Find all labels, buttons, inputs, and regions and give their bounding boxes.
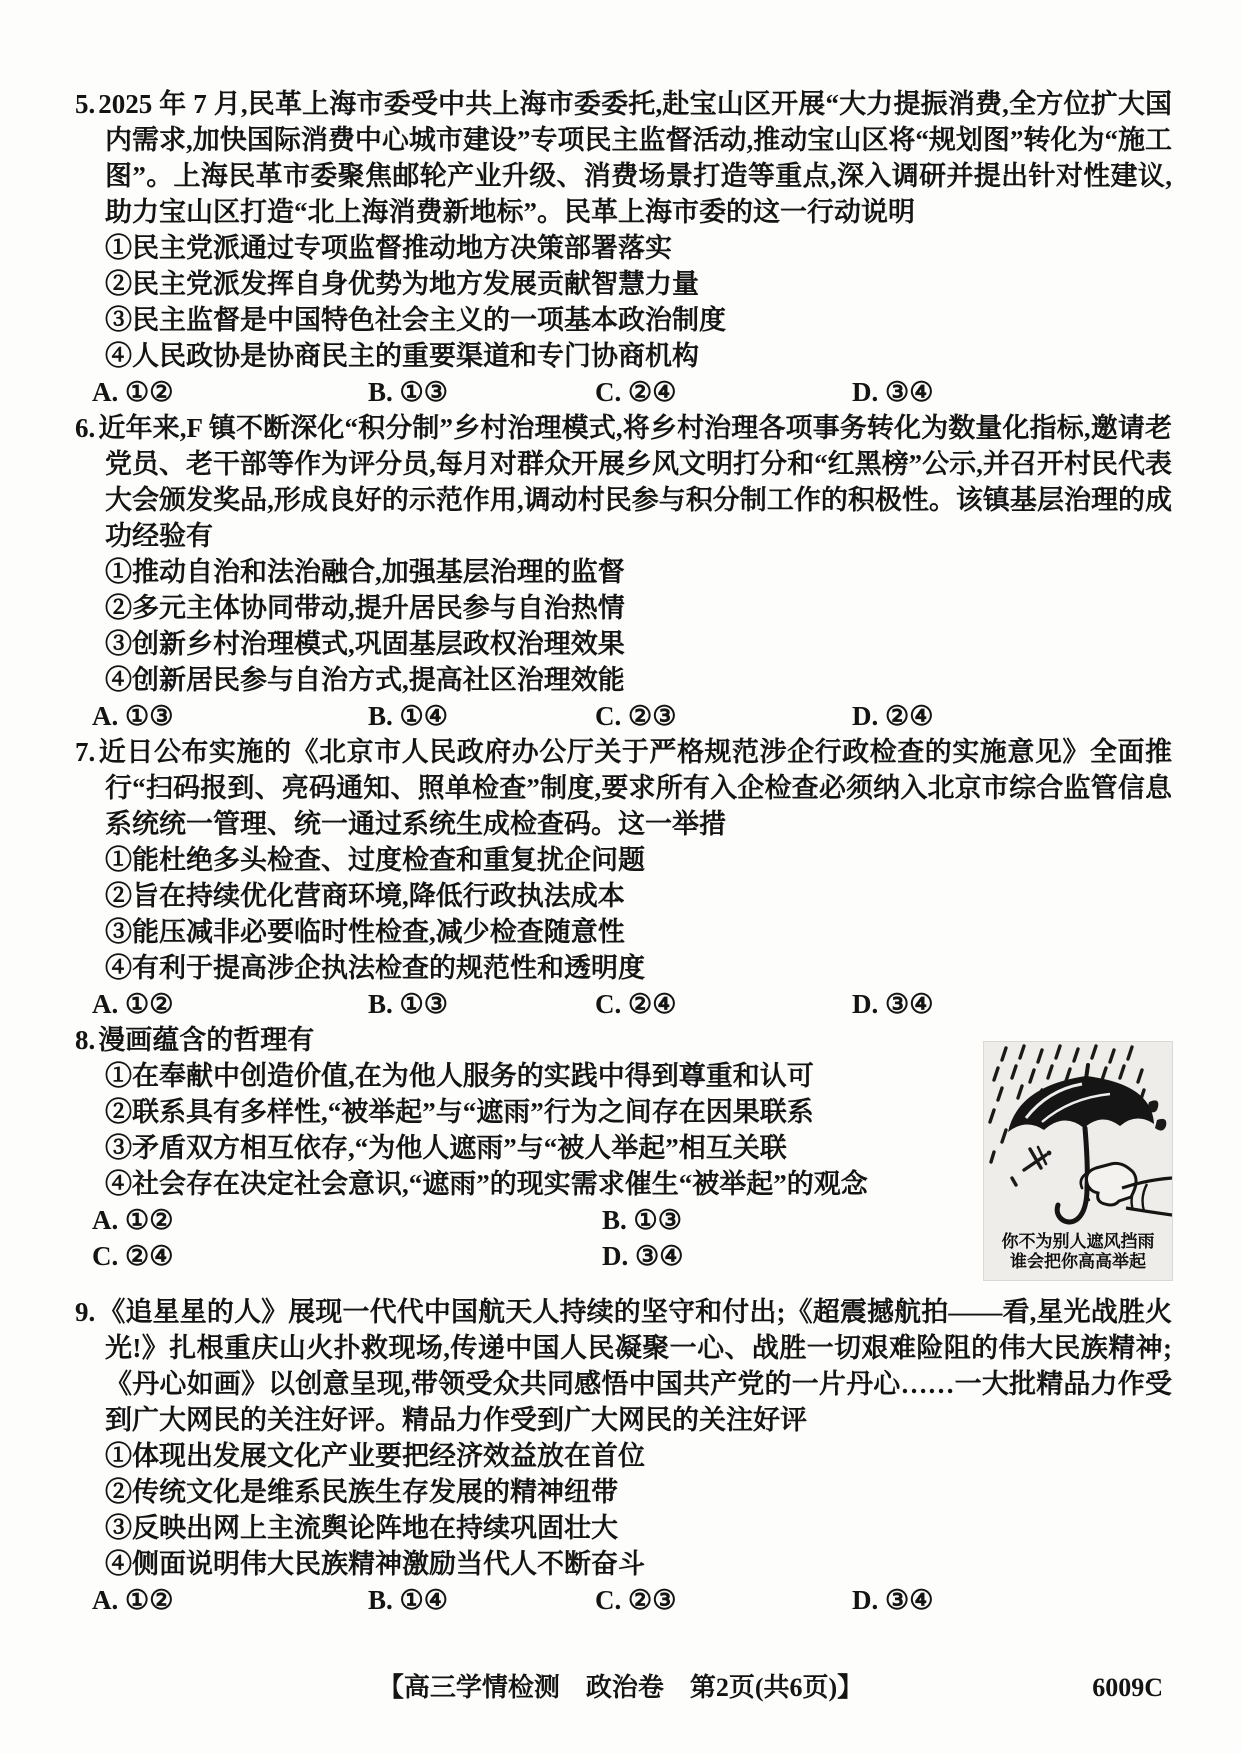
question-6-option-b: B. ①④ bbox=[368, 701, 448, 731]
question-8-stem-text: 漫画蕴含的哲理有 bbox=[98, 1025, 315, 1055]
question-5-option-d: D. ③④ bbox=[852, 377, 934, 407]
question-7-option-a: A. ①② bbox=[92, 989, 174, 1019]
question-7-option-b: B. ①③ bbox=[368, 989, 448, 1019]
question-5-item-3: ③民主监督是中国特色社会主义的一项基本政治制度 bbox=[105, 305, 726, 335]
question-7-item-4: ④有利于提高涉企执法检查的规范性和透明度 bbox=[105, 953, 645, 983]
question-5-options bbox=[75, 374, 1172, 410]
question-9-item-2: ②传统文化是维系民族生存发展的精神纽带 bbox=[105, 1477, 618, 1507]
question-7-item-1: ①能杜绝多头检查、过度检查和重复扰企问题 bbox=[105, 845, 645, 875]
question-5 bbox=[75, 86, 1172, 410]
question-9-item-1: ①体现出发展文化产业要把经济效益放在首位 bbox=[105, 1441, 645, 1471]
question-5-stem-text: 2025 年 7 月,民革上海市委受中共上海市委委托,赴宝山区开展“大力提振消费,全方位扩大国内需求,加快国际消费中心城市建设”专项民主监督活动,推动宝山区将“规划图”转化为“施工图”。上海民革市委聚焦邮轮产业升级、消费场景打造等重点,深入调研并提出针对性建议,助力宝山区打造“北上海消费新地标”。民革上海市委的这一行动说明 bbox=[98, 89, 1172, 227]
question-7-option-c: C. ②④ bbox=[595, 989, 677, 1019]
question-8-number: 8. bbox=[75, 1025, 96, 1055]
question-6-stem-text: 近年来,F 镇不断深化“积分制”乡村治理模式,将乡村治理各项事务转化为数量化指标,邀请老党员、老干部等作为评分员,每月对群众开展乡风文明打分和“红黑榜”公示,并召开村民代表大会颁发奖品,形成良好的示范作用,调动村民参与积分制工作的积极性。该镇基层治理的成功经验有 bbox=[98, 413, 1172, 551]
question-8-item-3: ③矛盾双方相互依存,“为他人遮雨”与“被人举起”相互关联 bbox=[105, 1133, 787, 1163]
question-9-number: 9. bbox=[75, 1297, 96, 1327]
question-6-option-a: A. ①③ bbox=[92, 701, 174, 731]
question-9-stem bbox=[75, 1294, 1172, 1438]
question-7-item-2: ②旨在持续优化营商环境,降低行政执法成本 bbox=[105, 881, 625, 911]
question-9-item-4: ④侧面说明伟大民族精神激励当代人不断奋斗 bbox=[105, 1549, 645, 1579]
question-7 bbox=[75, 734, 1172, 1022]
question-8-option-a: A. ①② bbox=[92, 1205, 174, 1235]
question-6-option-d: D. ②④ bbox=[852, 701, 934, 731]
question-8-option-c: C. ②④ bbox=[92, 1241, 174, 1271]
question-8-option-b: B. ①③ bbox=[602, 1205, 682, 1235]
question-6-item-4: ④创新居民参与自治方式,提高社区治理效能 bbox=[105, 665, 625, 695]
question-9-option-a: A. ①② bbox=[92, 1585, 174, 1615]
cartoon-caption-line-1: 你不为别人遮风挡雨 bbox=[1001, 1232, 1155, 1251]
umbrella-cartoon bbox=[984, 1042, 1172, 1280]
question-5-option-c: C. ②④ bbox=[595, 377, 677, 407]
umbrella-rain-drawing bbox=[984, 1042, 1172, 1230]
question-6-item-1: ①推动自治和法治融合,加强基层治理的监督 bbox=[105, 557, 625, 587]
question-9-option-d: D. ③④ bbox=[852, 1585, 934, 1615]
question-8-item-1: ①在奉献中创造价值,在为他人服务的实践中得到尊重和认可 bbox=[105, 1061, 814, 1091]
question-7-number: 7. bbox=[75, 737, 96, 767]
question-5-item-2: ②民主党派发挥自身优势为地方发展贡献智慧力量 bbox=[105, 269, 699, 299]
question-7-item-3: ③能压减非必要临时性检查,减少检查随意性 bbox=[105, 917, 625, 947]
cartoon-caption-line-2: 谁会把你高高举起 bbox=[1010, 1252, 1146, 1271]
question-6-options bbox=[75, 698, 1172, 734]
question-8-option-d: D. ③④ bbox=[602, 1241, 684, 1271]
umbrella-ferrule bbox=[1086, 1065, 1088, 1079]
cartoon-caption bbox=[984, 1230, 1172, 1280]
footer-paper-code: 6009C bbox=[1092, 1673, 1163, 1702]
question-6-item-3: ③创新乡村治理模式,巩固基层政权治理效果 bbox=[105, 629, 625, 659]
question-9-stem-text: 《追星星的人》展现一代代中国航天人持续的坚守和付出;《超震撼航拍——看,星光战胜火光!》扎根重庆山火扑救现场,传递中国人民凝聚一心、战胜一切艰难险阻的伟大民族精神;《丹心如画》以创意呈现,带领受众共同感悟中国共产党的一片丹心……一大批精品力作受到广大网民的关注好评。精品力作受到广大网民的关注好评 bbox=[98, 1297, 1172, 1435]
question-5-number: 5. bbox=[75, 89, 96, 119]
question-6 bbox=[75, 410, 1172, 734]
question-9-options bbox=[75, 1582, 1172, 1618]
question-8-item-2: ②联系具有多样性,“被举起”与“遮雨”行为之间存在因果联系 bbox=[105, 1097, 814, 1127]
question-9-option-c: C. ②③ bbox=[595, 1585, 677, 1615]
question-8 bbox=[75, 1022, 1172, 1274]
question-7-option-d: D. ③④ bbox=[852, 989, 934, 1019]
question-5-stem bbox=[75, 86, 1172, 230]
question-9-option-b: B. ①④ bbox=[368, 1585, 448, 1615]
exam-content bbox=[75, 86, 1172, 1618]
footer-title-page-number: 【高三学情检测 政治卷 第2页(共6页)】 bbox=[377, 1673, 864, 1702]
question-6-item-2: ②多元主体协同带动,提升居民参与自治热情 bbox=[105, 593, 625, 623]
question-7-stem-text: 近日公布实施的《北京市人民政府办公厅关于严格规范涉企行政检查的实施意见》全面推行“扫码报到、亮码通知、照单检查”制度,要求所有入企检查必须纳入北京市综合监管信息系统统一管理、统一通过系统生成检查码。这一举措 bbox=[98, 737, 1172, 839]
question-5-item-1: ①民主党派通过专项监督推动地方决策部署落实 bbox=[105, 233, 672, 263]
question-6-option-c: C. ②③ bbox=[595, 701, 677, 731]
question-6-stem bbox=[75, 410, 1172, 554]
question-9-item-3: ③反映出网上主流舆论阵地在持续巩固壮大 bbox=[105, 1513, 618, 1543]
question-7-stem bbox=[75, 734, 1172, 842]
question-7-options bbox=[75, 986, 1172, 1022]
question-9 bbox=[75, 1294, 1172, 1618]
question-5-option-a: A. ①② bbox=[92, 377, 174, 407]
question-5-item-4: ④人民政协是协商民主的重要渠道和专门协商机构 bbox=[105, 341, 699, 371]
question-6-number: 6. bbox=[75, 413, 96, 443]
question-5-option-b: B. ①③ bbox=[368, 377, 448, 407]
question-8-item-4: ④社会存在决定社会意识,“遮雨”的现实需求催生“被举起”的观念 bbox=[105, 1169, 868, 1199]
